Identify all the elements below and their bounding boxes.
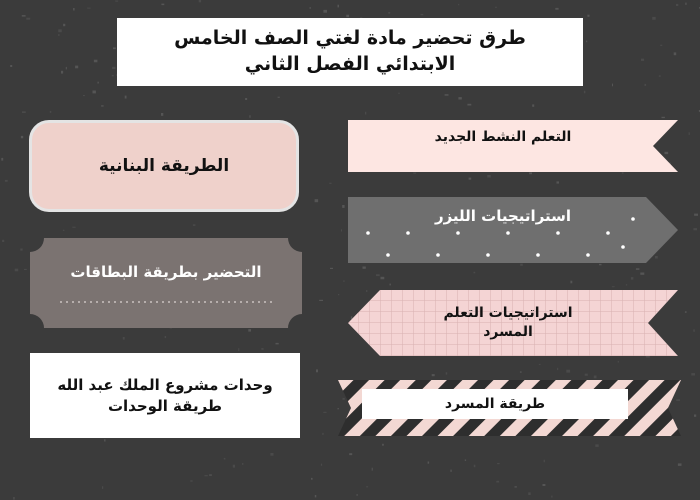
dot [536,253,540,257]
dot [386,253,390,257]
ribbon-glossary-strategies [348,290,678,356]
card-label [30,353,300,438]
title-line-2: الابتدائي الفصل الثاني [244,53,456,75]
page-title [117,18,583,86]
ribbon-line-2: المسرد [483,324,533,340]
dot [621,245,625,249]
card-line-2: طريقة الوحدات [107,396,223,415]
card-building-method [29,120,299,212]
ribbon-line-1: استراتيجيات التعلم [443,305,573,322]
ribbon-label: التعلم النشط الجديد [434,128,572,145]
ribbon-glossary-method [338,380,681,436]
ribbon-laser-strategies [348,197,678,263]
dot [436,253,440,257]
ribbon-label: طريقة المسرد [444,395,546,412]
ribbon-label: استراتيجيات الليزر [434,206,572,225]
card-line-1: وحدات مشروع الملك عبد الله [57,376,273,395]
dot [486,253,490,257]
card-label: الطريقة البنانية [98,155,230,176]
title-line-1: طرق تحضير مادة لغتي الصف الخامس [174,27,526,50]
dot [366,231,370,235]
ribbon-label [388,294,628,352]
title-box [117,18,583,86]
card-units-method [30,353,300,438]
card-cards-method [30,238,302,328]
dot [631,217,635,221]
dot [586,253,590,257]
ribbon-active-learning [348,120,678,172]
card-label: التحضير بطريقة البطاقات [70,262,262,281]
